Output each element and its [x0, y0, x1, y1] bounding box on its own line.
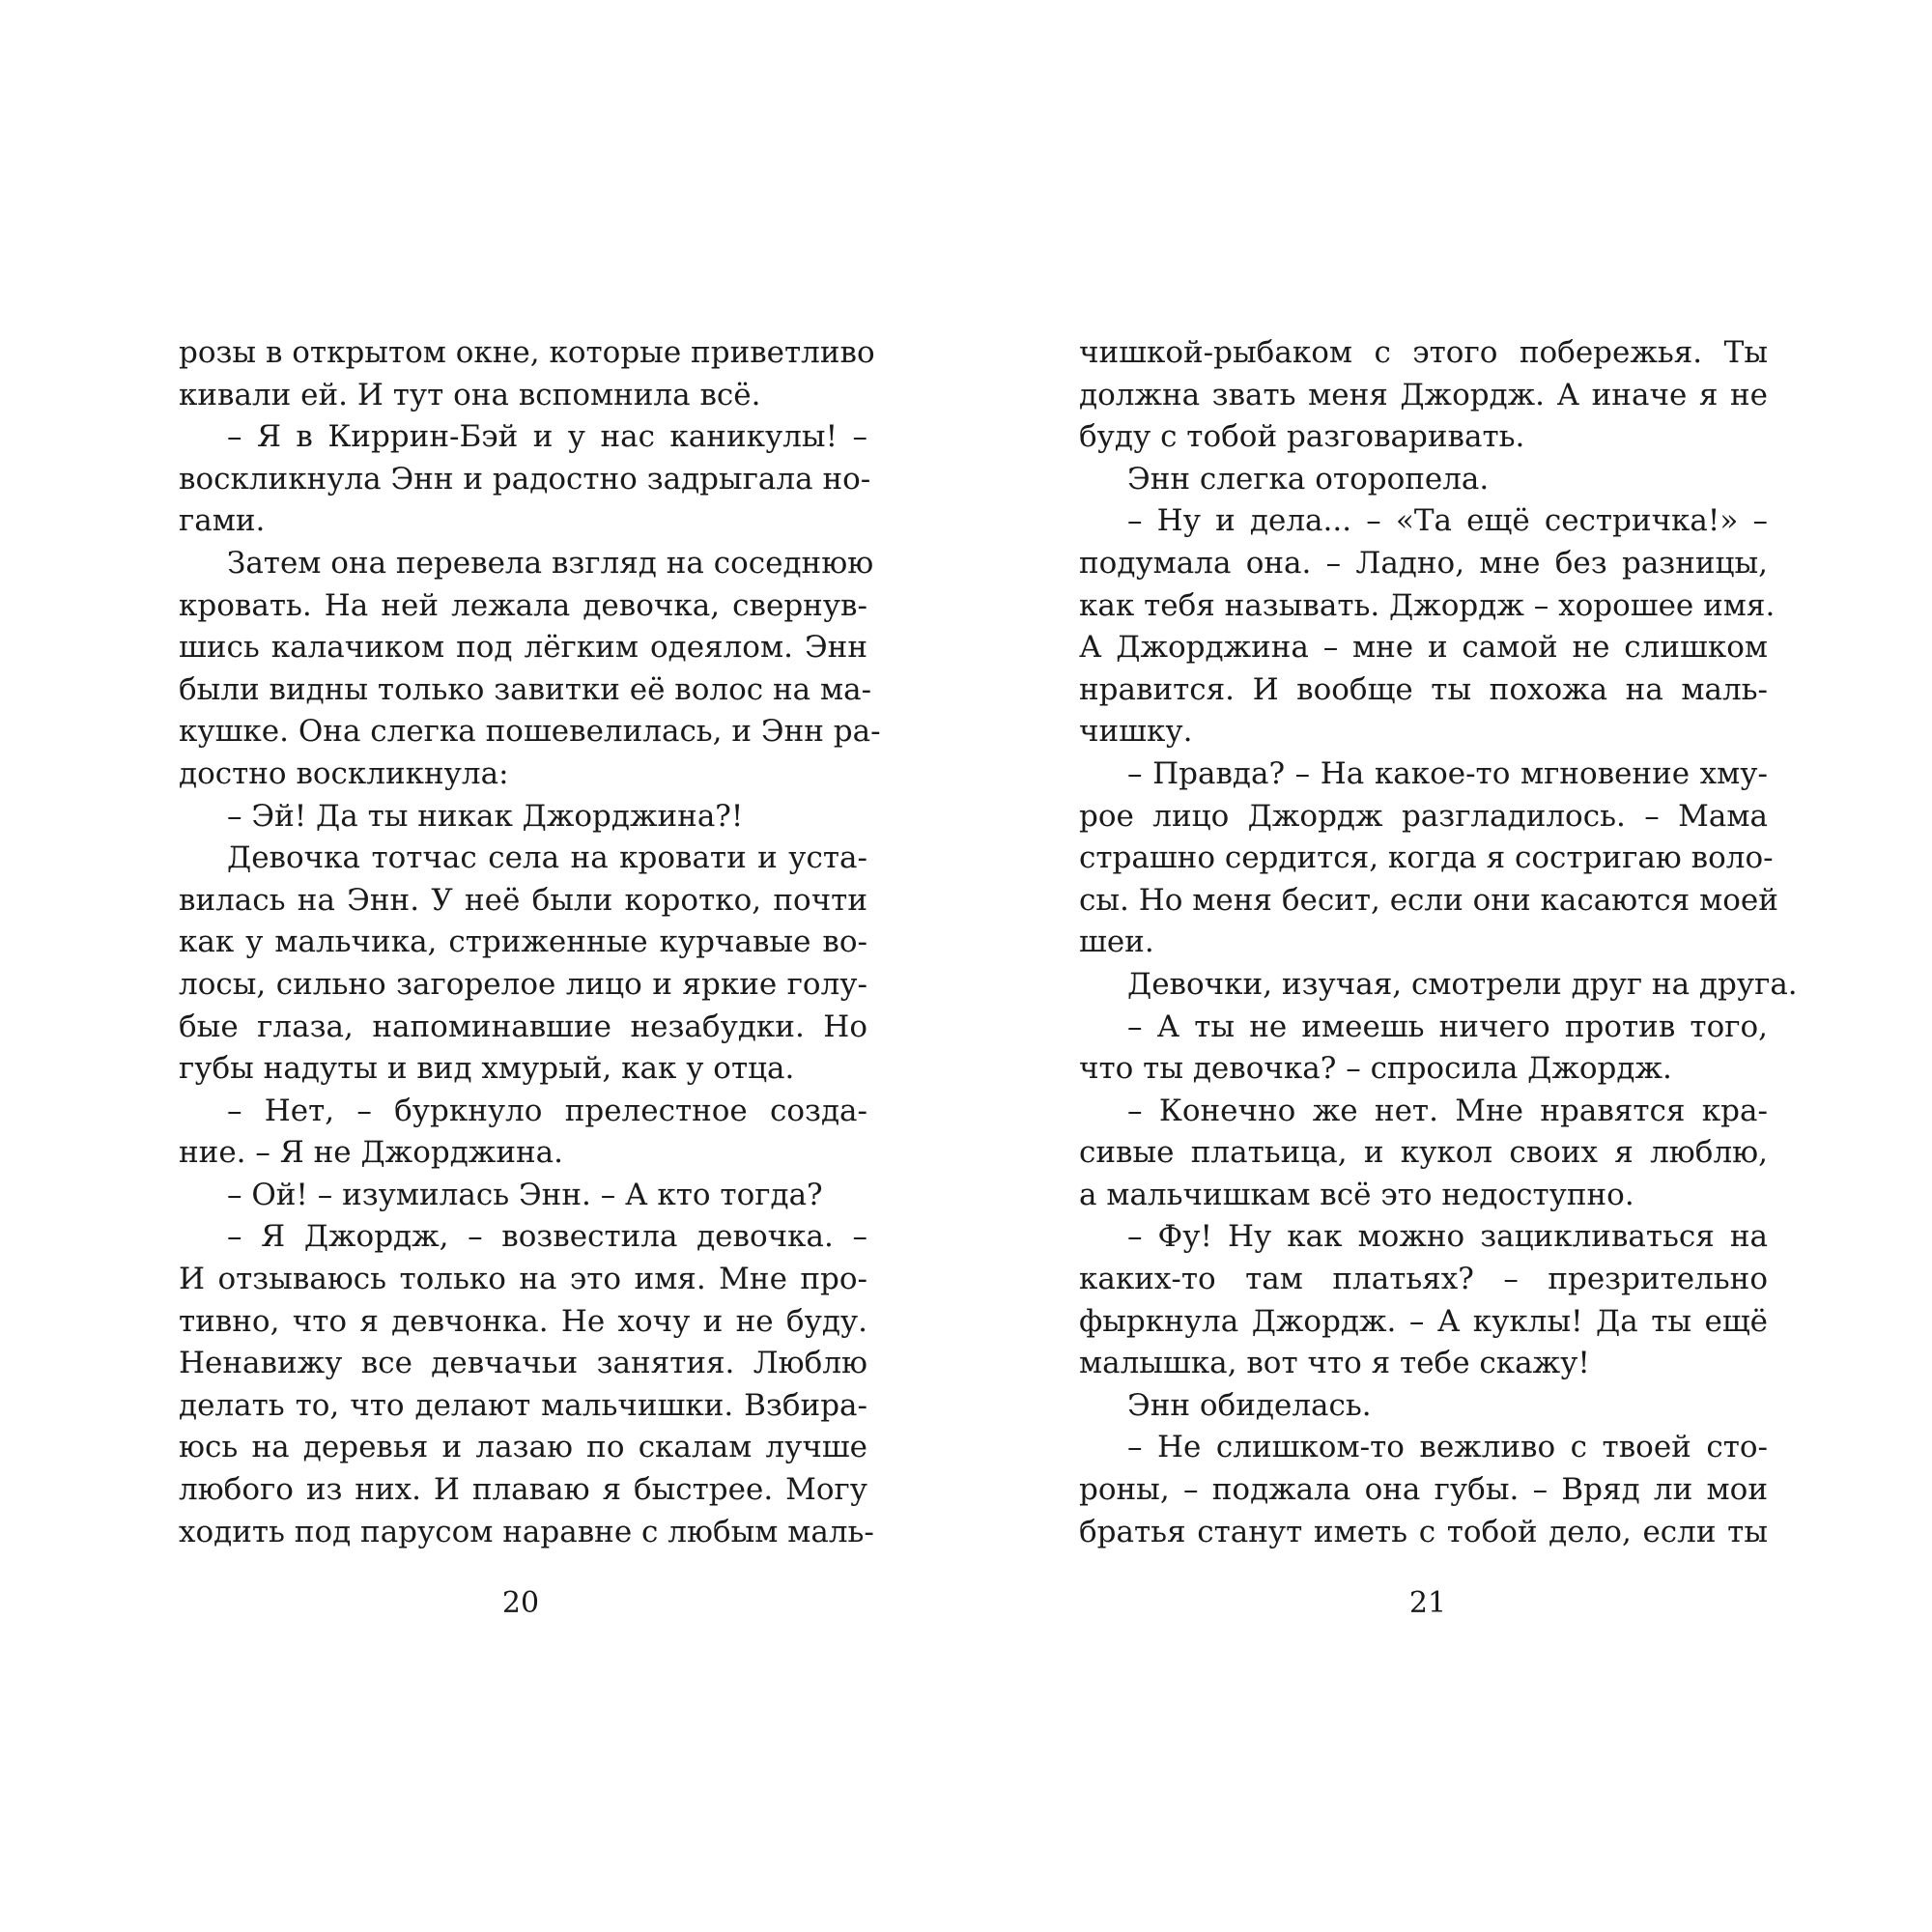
text-line: – Эй! Да ты никак Джорджина?! — [227, 798, 744, 834]
text-line: Затем она перевела взгляд на соседнюю — [227, 545, 874, 581]
right-page-number: 21 — [1408, 1586, 1447, 1620]
right-page-text — [1079, 332, 1798, 1553]
text-line: ние. – Я не Джорджина. — [179, 1135, 563, 1171]
text-line: Энн слегка оторопела. — [1127, 461, 1490, 497]
left-page-text — [179, 332, 881, 1553]
text-line: шеи. — [1079, 924, 1154, 960]
text-line: Девочки, изучая, смотрели друг на друга. — [1127, 966, 1798, 1002]
text-line: кушке. Она слегка пошевелилась, и Энн ра- — [179, 714, 881, 750]
text-line: розы в открытом окне, которые приветливо — [179, 335, 875, 370]
text-line: – Нет, – буркнуло прелестное созда- — [227, 1093, 867, 1128]
text-line: губы надуты и вид хмурый, как у отца. — [179, 1051, 795, 1087]
text-line: роны, – поджала она губы. – Вряд ли мои — [1079, 1472, 1768, 1508]
text-line: – Ой! – изумилась Энн. – А кто тогда? — [227, 1177, 823, 1212]
text-line: каких-то там платьях? – презрительно — [1079, 1262, 1768, 1297]
text-line: делать то, что делают мальчишки. Взбира- — [179, 1387, 867, 1423]
text-line: – Ну и дела... – «Та ещё сестричка!» – — [1127, 503, 1768, 539]
text-line: достно воскликнула: — [179, 755, 509, 791]
text-line: подумала она. – Ладно, мне без разницы, — [1079, 545, 1768, 581]
text-line: малышка, вот что я тебе скажу! — [1079, 1346, 1590, 1381]
text-line: чишкой-рыбаком с этого побережья. Ты — [1079, 335, 1768, 370]
text-line: бые глаза, напоминавшие незабудки. Но — [179, 1009, 867, 1044]
text-line: шись калачиком под лёгким одеялом. Энн — [179, 630, 867, 666]
text-line: – А ты не имеешь ничего против того, — [1127, 1009, 1768, 1044]
text-line: – Конечно же нет. Мне нравятся кра- — [1127, 1093, 1768, 1128]
text-line: кровать. На ней лежала девочка, свернув- — [179, 587, 867, 623]
text-line: что ты девочка? – спросила Джордж. — [1079, 1051, 1672, 1087]
text-line: были видны только завитки её волос на ма- — [179, 671, 872, 707]
text-line: братья станут иметь с тобой дело, если ты — [1079, 1514, 1768, 1549]
text-line: страшно сердится, когда я состригаю воло- — [1079, 840, 1774, 876]
text-line: – Я Джордж, – возвестила девочка. – — [227, 1219, 867, 1255]
text-line: – Я в Киррин-Бэй и у нас каникулы! – — [227, 419, 867, 455]
text-line: чишку. — [1079, 714, 1193, 750]
text-line: фыркнула Джордж. – А куклы! Да ты ещё — [1079, 1303, 1768, 1339]
text-line: кивали ей. И тут она вспомнила всё. — [179, 377, 761, 412]
text-line: тивно, что я девчонка. Не хочу и не буду. — [179, 1303, 867, 1339]
text-line: буду с тобой разговаривать. — [1079, 419, 1525, 455]
text-line: как у мальчика, стриженные курчавые во- — [179, 924, 867, 960]
text-line: Энн обиделась. — [1127, 1387, 1372, 1423]
text-line: А Джорджина – мне и самой не слишком — [1079, 630, 1768, 666]
text-line: как тебя называть. Джордж – хорошее имя. — [1079, 587, 1776, 623]
text-line: вилась на Энн. У неё были коротко, почти — [179, 882, 867, 918]
text-line: воскликнула Энн и радостно задрыгала но- — [179, 461, 871, 497]
text-line: – Правда? – На какое-то мгновение хму- — [1127, 755, 1768, 791]
left-page-number: 20 — [501, 1586, 540, 1620]
text-line: а мальчишкам всё это недоступно. — [1079, 1177, 1634, 1212]
text-line: ходить под парусом наравне с любым маль- — [179, 1514, 874, 1549]
text-line: Девочка тотчас села на кровати и уста- — [227, 840, 867, 876]
text-line: лосы, сильно загорелое лицо и яркие голу- — [179, 966, 867, 1002]
text-line: нравится. И вообще ты похожа на маль- — [1079, 671, 1768, 707]
text-line: должна звать меня Джордж. А иначе я не — [1079, 377, 1768, 412]
text-line: – Не слишком-то вежливо с твоей сто- — [1127, 1430, 1768, 1465]
text-line: Ненавижу все девчачьи занятия. Люблю — [179, 1346, 867, 1381]
text-line: сивые платьица, и кукол своих я люблю, — [1079, 1135, 1768, 1171]
text-line: И отзываюсь только на это имя. Мне про- — [179, 1262, 867, 1297]
text-line: сы. Но меня бесит, если они касаются моей — [1079, 882, 1778, 918]
text-line: гами. — [179, 503, 266, 539]
text-line: юсь на деревья и лазаю по скалам лучше — [179, 1430, 867, 1465]
text-line: любого из них. И плаваю я быстрее. Могу — [179, 1472, 867, 1508]
text-line: – Фу! Ну как можно зацикливаться на — [1127, 1219, 1768, 1255]
text-line: рое лицо Джордж разгладилось. – Мама — [1079, 798, 1768, 834]
